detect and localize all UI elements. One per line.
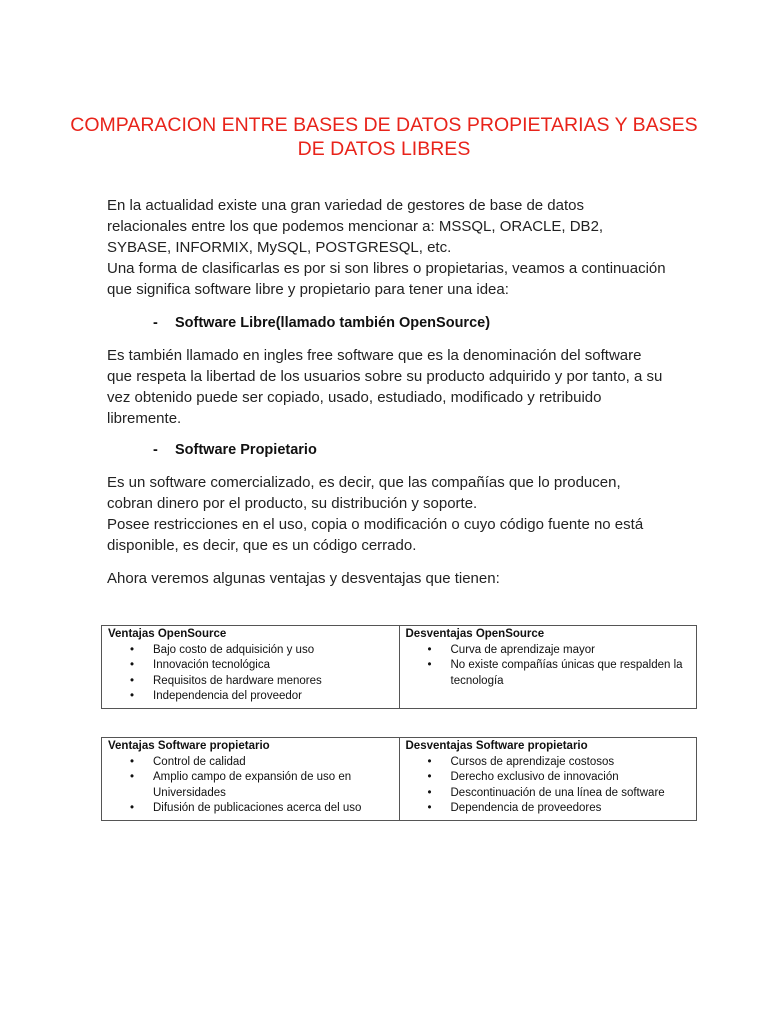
advantages-list: [108, 643, 393, 705]
propietario-comparison-table: [101, 737, 697, 821]
libre-description: [107, 345, 667, 429]
propietario-paragraph: Es un software comercializado, es decir, que las compañías que lo producen, cobran dinero por el producto, su distribución y soporte.: [107, 474, 621, 512]
section-heading-libre: [153, 313, 490, 333]
table-header: Ventajas OpenSource: [108, 628, 227, 640]
closing-paragraph: Ahora veremos algunas ventajas y desventajas que tienen:: [107, 570, 500, 587]
disadvantages-list: [406, 755, 691, 817]
opensource-comparison-table: [101, 625, 697, 709]
list-item: • Requisitos de hardware menores: [153, 674, 393, 690]
table-header: Desventajas OpenSource: [405, 628, 545, 640]
list-item: • Innovación tecnológica: [153, 658, 393, 674]
propietario-paragraph: Posee restricciones en el uso, copia o modificación o cuyo código fuente no está disponible, es decir, que es un código cerrado.: [107, 516, 644, 554]
dash-marker: -: [153, 442, 158, 458]
list-item: • Control de calidad: [153, 755, 393, 771]
table-header: Desventajas Software propietario: [405, 740, 588, 752]
list-item: • Descontinuación de una línea de software: [451, 786, 691, 802]
closing-text: [107, 568, 667, 589]
document-title: COMPARACION ENTRE BASES DE DATOS PROPIETARIAS Y BASES DE DATOS LIBRES: [70, 114, 698, 160]
list-item: • Bajo costo de adquisición y uso: [153, 643, 393, 659]
list-item: • Amplio campo de expansión de uso en Universidades: [153, 770, 393, 801]
list-item: • Cursos de aprendizaje costosos: [451, 755, 691, 771]
section-heading-text: Software Libre(llamado también OpenSource): [175, 315, 491, 331]
list-item: • Difusión de publicaciones acerca del uso: [153, 801, 393, 817]
intro-paragraph: Una forma de clasificarlas es por si son libres o propietarias, veamos a continuación que significa software libre y propietario para tener una idea:: [107, 260, 666, 298]
propietario-advantages-cell: [102, 738, 400, 821]
section-heading-propietario: [153, 440, 317, 460]
intro-text: [107, 195, 667, 300]
list-item: • No existe compañías únicas que respalden la tecnología: [451, 658, 691, 689]
list-item: • Derecho exclusivo de innovación: [451, 770, 691, 786]
dash-marker: -: [153, 315, 158, 331]
opensource-advantages-cell: [102, 626, 400, 709]
opensource-disadvantages-cell: [399, 626, 697, 709]
list-item: • Dependencia de proveedores: [451, 801, 691, 817]
libre-paragraph: Es también llamado en ingles free software que es la denominación del software que respeta la libertad de los usuarios sobre su producto adquirido y por tanto, a su vez obtenido puede ser copiado, usado, estudiado, modificado y retribuido libremente.: [107, 347, 663, 427]
disadvantages-list: [406, 643, 691, 690]
section-heading-text: Software Propietario: [175, 442, 317, 458]
intro-paragraph: En la actualidad existe una gran variedad de gestores de base de datos relacionales entre los que podemos mencionar a: MSSQL, ORACLE, DB2, SYBASE, INFORMIX, MySQL, POSTGRESQL, etc.: [107, 197, 604, 256]
propietario-description: [107, 472, 667, 556]
table-header: Ventajas Software propietario: [108, 740, 270, 752]
advantages-list: [108, 755, 393, 817]
propietario-disadvantages-cell: [399, 738, 697, 821]
list-item: • Curva de aprendizaje mayor: [451, 643, 691, 659]
list-item: • Independencia del proveedor: [153, 689, 393, 705]
